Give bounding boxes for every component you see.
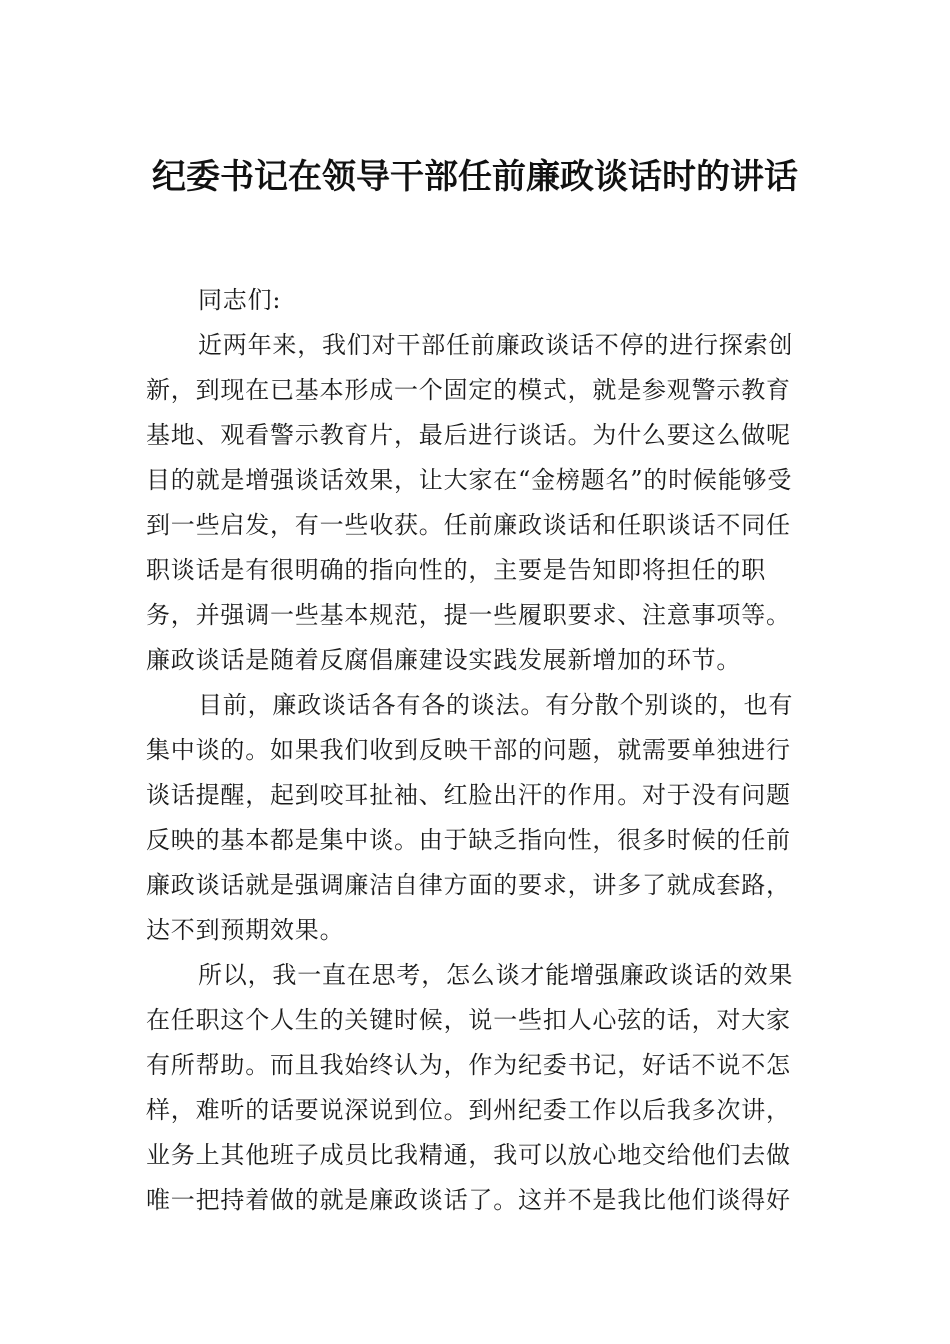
salutation: 同志们: xyxy=(198,286,282,314)
document-body xyxy=(146,278,810,1223)
paragraph: 所以，我一直在思考，怎么谈才能增强廉政谈话的效果在任职这个人生的关键时候，说一些扣人心弦的话，对大家有所帮助。而且我始终认为，作为纪委书记，好话不说不怎样，难听的话要说深说到位。到州纪委工作以后我多次讲，业务上其他班子成员比我精通，我可以放心地交给他们去做唯一把持着做的就是廉政谈话了。这并不是我比他们谈得好 xyxy=(146,961,794,1214)
document-title: 纪委书记在领导干部任前廉政谈话时的讲话 xyxy=(152,157,798,197)
paragraph: 近两年来，我们对干部任前廉政谈话不停的进行探索创新，到现在已基本形成一个固定的模式，就是参观警示教育基地、观看警示教育片，最后进行谈话。为什么要这么做呢目的就是增强谈话效果，让大家在“金榜题名”的时候能够受到一些启发，有一些收获。任前廉政谈话和任职谈话不同任职谈话是有很明确的指向性的，主要是告知即将担任的职务，并强调一些基本规范，提一些履职要求、注意事项等。廉政谈话是随着反腐倡廉建设实践发展新增加的环节。 xyxy=(146,331,794,674)
paragraph: 目前，廉政谈话各有各的谈法。有分散个别谈的，也有集中谈的。如果我们收到反映干部的问题，就需要单独进行谈话提醒，起到咬耳扯袖、红脸出汗的作用。对于没有问题反映的基本都是集中谈。由于缺乏指向性，很多时候的任前廉政谈话就是强调廉洁自律方面的要求，讲多了就成套路，达不到预期效果。 xyxy=(146,691,794,944)
